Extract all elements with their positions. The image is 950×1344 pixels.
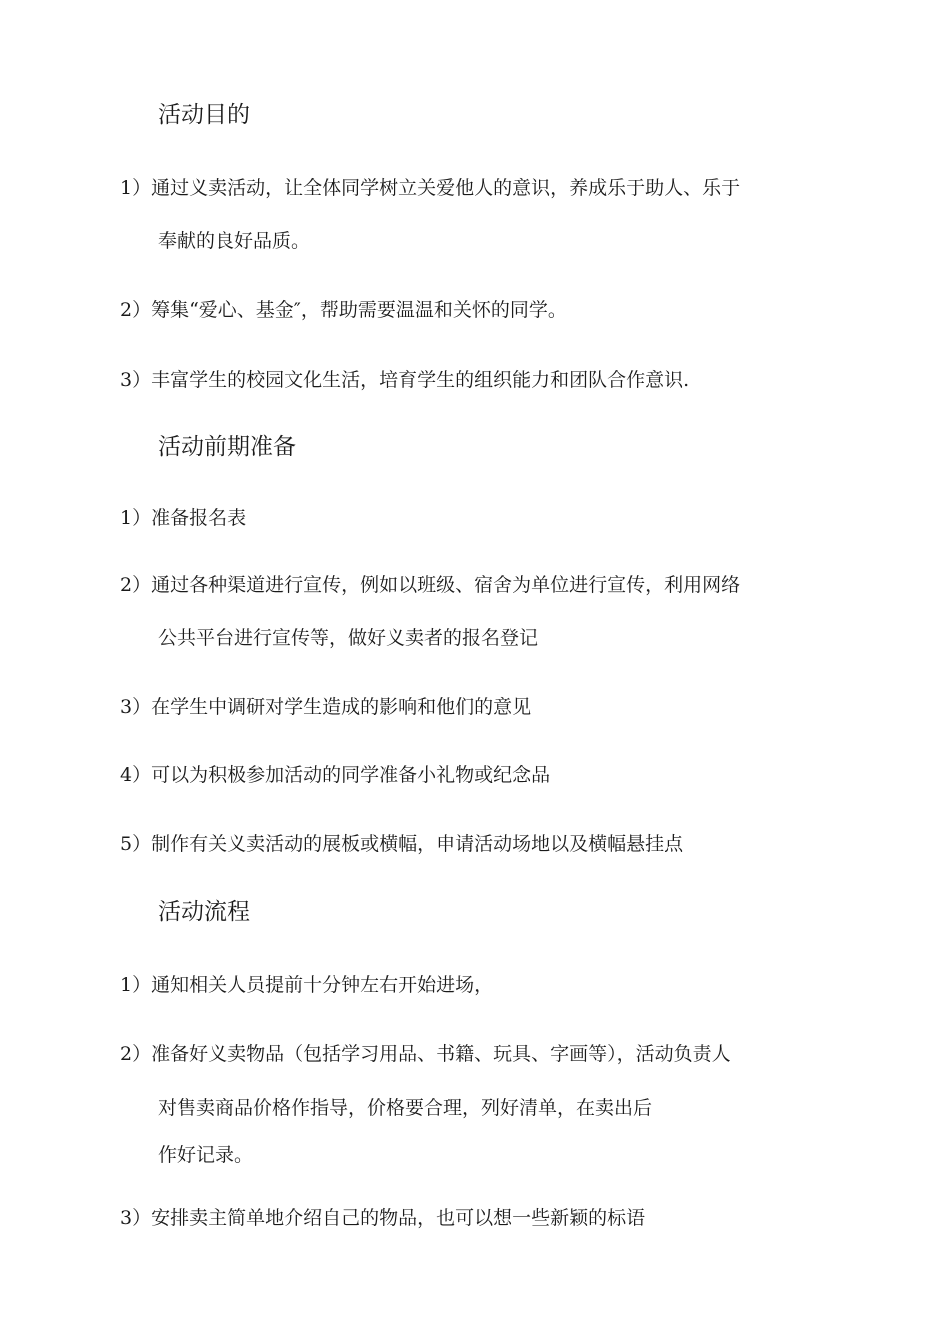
section-heading-process: 活动流程 <box>158 899 250 925</box>
list-item-line: 2）准备好义卖物品（包括学习用品、书籍、玩具、字画等），活动负责人 <box>120 1043 731 1065</box>
list-item-continuation: 奉献的良好品质。 <box>158 230 311 252</box>
list-item-line: 2）筹集“爱心、基金″，帮助需要温温和关怀的同学。 <box>120 299 567 321</box>
list-item-line: 3）丰富学生的校园文化生活，培育学生的组织能力和团队合作意识. <box>120 369 690 391</box>
list-item-line: 5）制作有关义卖活动的展板或横幅，申请活动场地以及横幅悬挂点 <box>120 833 684 855</box>
list-item-line: 3）在学生中调研对学生造成的影响和他们的意见 <box>120 696 532 718</box>
list-item-line: 1）准备报名表 <box>120 507 247 529</box>
section-heading-purpose: 活动目的 <box>158 102 250 128</box>
list-item-line: 1）通知相关人员提前十分钟左右开始进场， <box>120 974 494 996</box>
list-item-continuation: 公共平台进行宣传等，做好义卖者的报名登记 <box>158 627 539 649</box>
list-item-continuation: 作好记录。 <box>158 1144 254 1166</box>
list-item-line: 3）安排卖主简单地介绍自己的物品，也可以想一些新颖的标语 <box>120 1207 646 1229</box>
list-item-continuation: 对售卖商品价格作指导，价格要合理，列好清单，在卖出后 <box>158 1097 653 1119</box>
list-item-line: 4）可以为积极参加活动的同学准备小礼物或纪念品 <box>120 764 551 786</box>
section-heading-preparation: 活动前期准备 <box>158 434 296 460</box>
list-item-line: 2）通过各种渠道进行宣传，例如以班级、宿舍为单位进行宣传，利用网络 <box>120 574 741 596</box>
list-item-line: 1）通过义卖活动，让全体同学树立关爱他人的意识，养成乐于助人、乐于 <box>120 177 741 199</box>
